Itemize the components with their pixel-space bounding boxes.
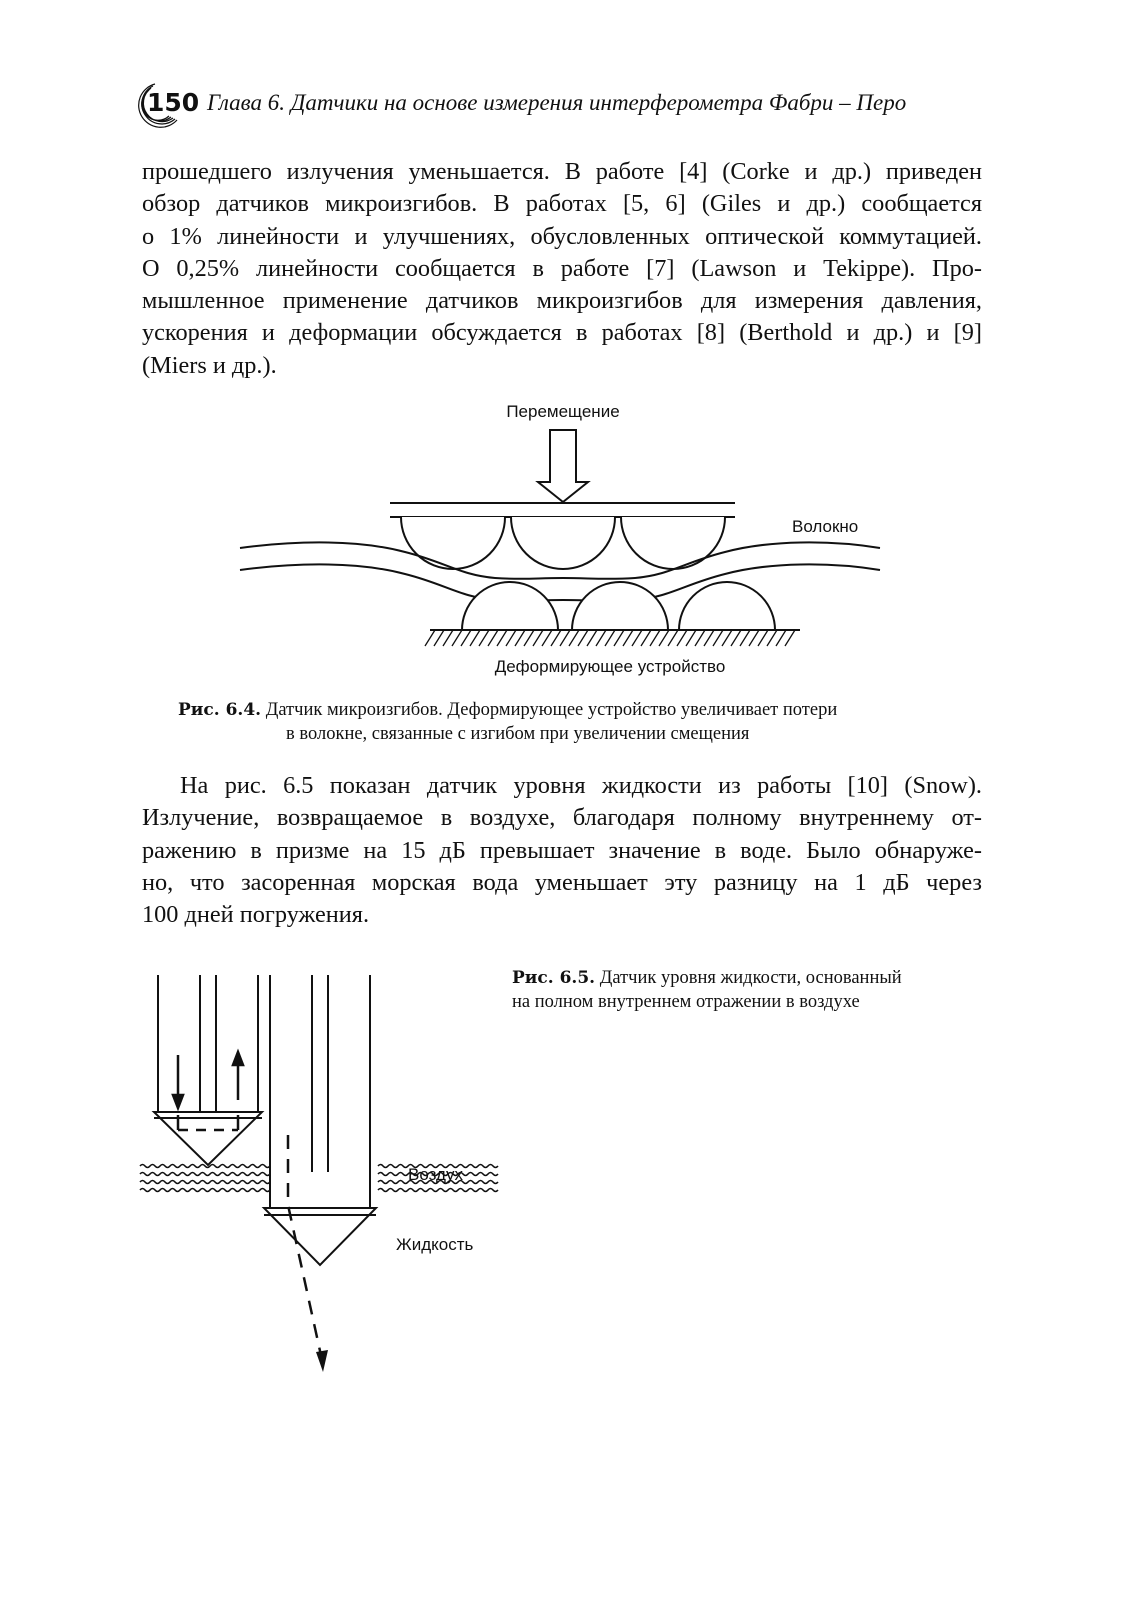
text-line: мышленное применение датчиков микроизгибов для измерения давления, (142, 287, 982, 315)
label-displacement: Перемещение (506, 402, 620, 421)
displacement-arrow (538, 430, 588, 502)
paragraph-1 (142, 156, 982, 382)
label-air: Воздух (408, 1165, 463, 1184)
label-deformer: Деформирующее устройство (494, 657, 726, 676)
text-line: о 1% линейности и улучшениях, обусловленных оптической коммутацией. (142, 222, 982, 250)
text-line: обзор датчиков микроизгибов. В работах [5, 6] (Giles и др.) сообщается (142, 190, 982, 218)
caption-text: на полном внутреннем отражении в воздухе (512, 992, 860, 1012)
text-line: ускорения и деформации обсуждается в работах [8] (Berthold и др.) и [9] (142, 319, 982, 347)
running-title: Глава 6. Датчики на основе измерения интерферометра Фабри – Перо (207, 90, 907, 115)
left-prism (154, 1112, 262, 1165)
caption-text: Датчик микроизгибов. Деформирующее устройство увеличивает потери (265, 700, 838, 720)
page-number: 150 (147, 88, 200, 117)
label-liquid: Жидкость (396, 1235, 474, 1254)
text-line: ражению в призме на 15 дБ превышает значение в воде. Было обнаруже- (142, 836, 982, 864)
paragraph-2 (142, 770, 982, 931)
text-line: На рис. 6.5 показан датчик уровня жидкости из работы [10] (Snow). (180, 772, 982, 799)
figure-1-caption (178, 698, 983, 746)
text-line: (Miers и др.). (142, 351, 277, 379)
figure-microbend-sensor (230, 390, 890, 690)
base-hatching (425, 630, 795, 646)
caption-text: Датчик уровня жидкости, основанный (599, 968, 902, 988)
caption-label: Рис. 6.4. (178, 700, 262, 720)
text-line: прошедшего излучения уменьшается. В работе [4] (Corke и др.) приведен (142, 158, 982, 185)
caption-text: в волокне, связанные с изгибом при увеличении смещения (286, 724, 750, 744)
text-line: 100 дней погружения. (142, 901, 370, 929)
text-line: но, что засоренная морская вода уменьшает эту разницу на 1 дБ через (142, 868, 982, 896)
text-line: О 0,25% линейности сообщается в работе [7] (Lawson и Tekippe). Про- (142, 254, 982, 282)
figure-liquid-level-sensor (130, 960, 500, 1390)
page-header (115, 78, 995, 128)
figure-2-caption (512, 966, 987, 1014)
text-line: Излучение, возвращаемое в воздухе, благодаря полному внутреннему от- (142, 804, 982, 832)
caption-label: Рис. 6.5. (512, 968, 596, 988)
label-fiber: Волокно (792, 517, 859, 536)
